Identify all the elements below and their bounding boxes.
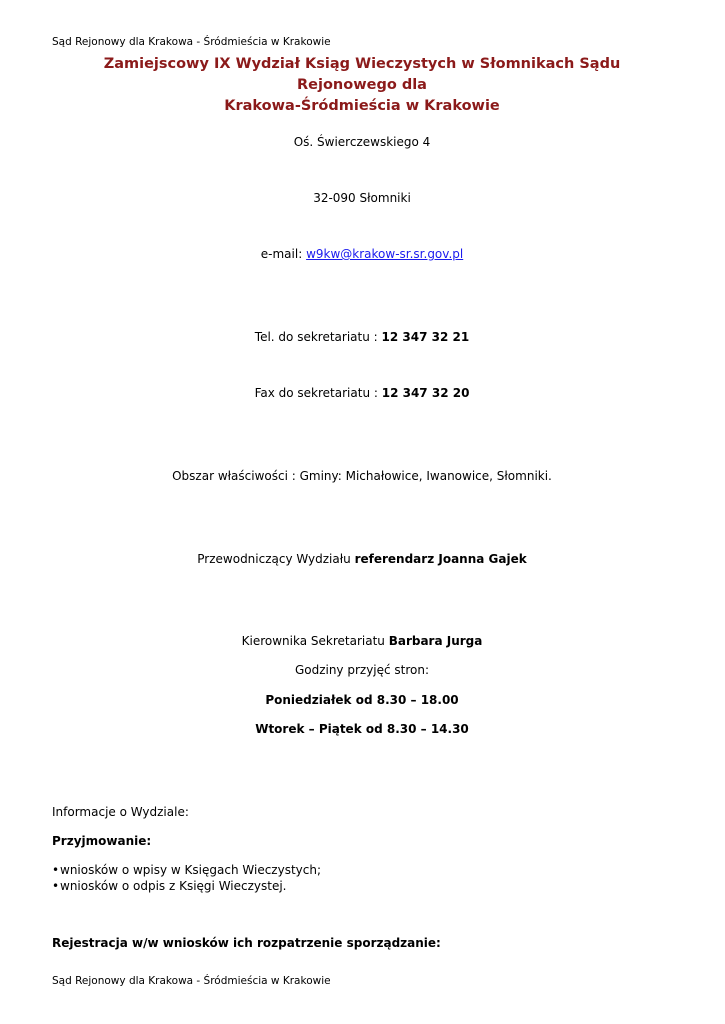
page-header-court-name: Sąd Rejonowy dla Krakowa - Śródmieścia w Krakowie	[52, 36, 331, 48]
page-title-line-1: Zamiejscowy IX Wydział Ksiąg Wieczystych w Słomnikach Sądu Rejonowego dla	[103, 56, 621, 93]
department-info-heading: Informacje o Wydziale:	[52, 805, 189, 819]
email-link[interactable]: w9kw@krakow-sr.sr.gov.pl	[306, 247, 464, 261]
chair-name: referendarz Joanna Gajek	[354, 552, 527, 566]
page-footer-court-name: Sąd Rejonowy dla Krakowa - Śródmieścia w Krakowie	[52, 975, 331, 987]
list-item-text: wniosków o odpis z Księgi Wieczystej.	[60, 879, 287, 893]
page-title	[52, 54, 672, 117]
phone-label: Tel. do sekretariatu :	[254, 330, 382, 344]
phone-number: 12 347 32 21	[381, 330, 470, 344]
office-hours-monday: Poniedziałek od 8.30 – 18.00	[265, 693, 459, 707]
secretary-line	[52, 633, 672, 649]
office-hours-label: Godziny przyjęć stron:	[294, 663, 430, 677]
fax-label: Fax do sekretariatu :	[254, 386, 382, 400]
jurisdiction-area: Obszar właściwości : Gminy: Michałowice, Iwanowice, Słomniki.	[172, 469, 552, 483]
acceptance-heading: Przyjmowanie:	[52, 834, 152, 848]
page-title-line-2: Krakowa-Śródmieścia w Krakowie	[224, 98, 500, 114]
bullet-icon: •	[52, 863, 60, 877]
fax-number: 12 347 32 20	[381, 386, 470, 400]
list-item	[52, 878, 321, 894]
list-item	[52, 862, 321, 878]
bullet-icon: •	[52, 879, 60, 893]
acceptance-list	[52, 862, 321, 894]
list-item-text: wniosków o wpisy w Księgach Wieczystych;	[60, 863, 322, 877]
postal-code-line: 32-090 Słomniki	[313, 191, 411, 205]
email-label: e-mail:	[260, 247, 307, 261]
chair-label: Przewodniczący Wydziału	[197, 552, 355, 566]
phone-line	[52, 329, 672, 345]
address-line: Oś. Świerczewskiego 4	[293, 135, 431, 149]
document-page	[52, 0, 672, 1024]
registration-heading: Rejestracja w/w wniosków ich rozpatrzenie sporządzanie:	[52, 936, 441, 950]
chair-line	[52, 551, 672, 567]
office-hours-tue-fri: Wtorek – Piątek od 8.30 – 14.30	[255, 722, 469, 736]
secretary-label: Kierownika Sekretariatu	[241, 634, 389, 648]
email-line	[52, 246, 672, 262]
secretary-name: Barbara Jurga	[388, 634, 483, 648]
fax-line	[52, 385, 672, 401]
